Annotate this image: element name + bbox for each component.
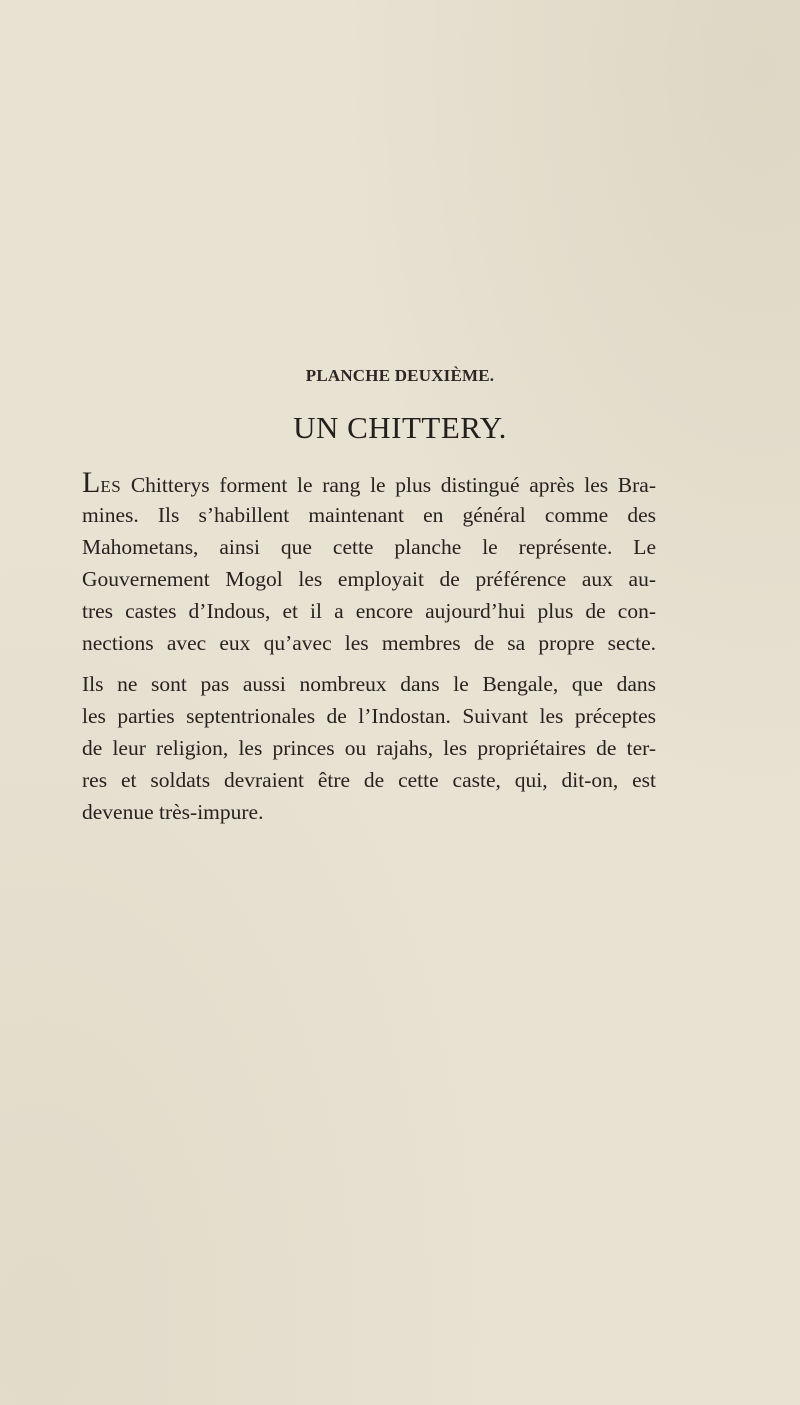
paragraph-1-line-1 xyxy=(82,467,656,499)
first-line-text: Chitterys forment le rang le plus distingué après les Bra- xyxy=(121,473,656,497)
plate-label: PLANCHE DEUXIÈME. xyxy=(305,366,495,385)
page-title: UN CHITTERY. xyxy=(293,410,507,445)
paragraph-1-line: nections avec eux qu’avec les membres de sa propre secte. xyxy=(82,631,656,655)
paragraph-1 xyxy=(82,467,656,659)
paragraph-2-line: devenue très-impure. xyxy=(82,800,264,824)
paragraph-2-line: res et soldats devraient être de cette caste, qui, dit-on, est xyxy=(82,768,656,792)
paragraph-1-line: mines. Ils s’habillent maintenant en général comme des xyxy=(82,503,656,527)
paragraph-1-line: Mahometans, ainsi que cette planche le représente. Le xyxy=(82,535,656,559)
paragraph-1-line: Gouvernement Mogol les employait de préférence aux au- xyxy=(82,567,656,591)
initial-letter: L xyxy=(82,466,101,499)
paragraph-2-line: les parties septentrionales de l’Indostan. Suivant les préceptes xyxy=(82,704,656,728)
paragraph-2 xyxy=(82,668,656,828)
initial-small-caps: ES xyxy=(100,477,122,496)
paragraph-2-line: Ils ne sont pas aussi nombreux dans le Bengale, que dans xyxy=(82,672,656,696)
paragraph-2-line: de leur religion, les princes ou rajahs, les propriétaires de ter- xyxy=(82,736,656,760)
paragraph-1-line: tres castes d’Indous, et il a encore aujourd’hui plus de con- xyxy=(82,599,656,623)
